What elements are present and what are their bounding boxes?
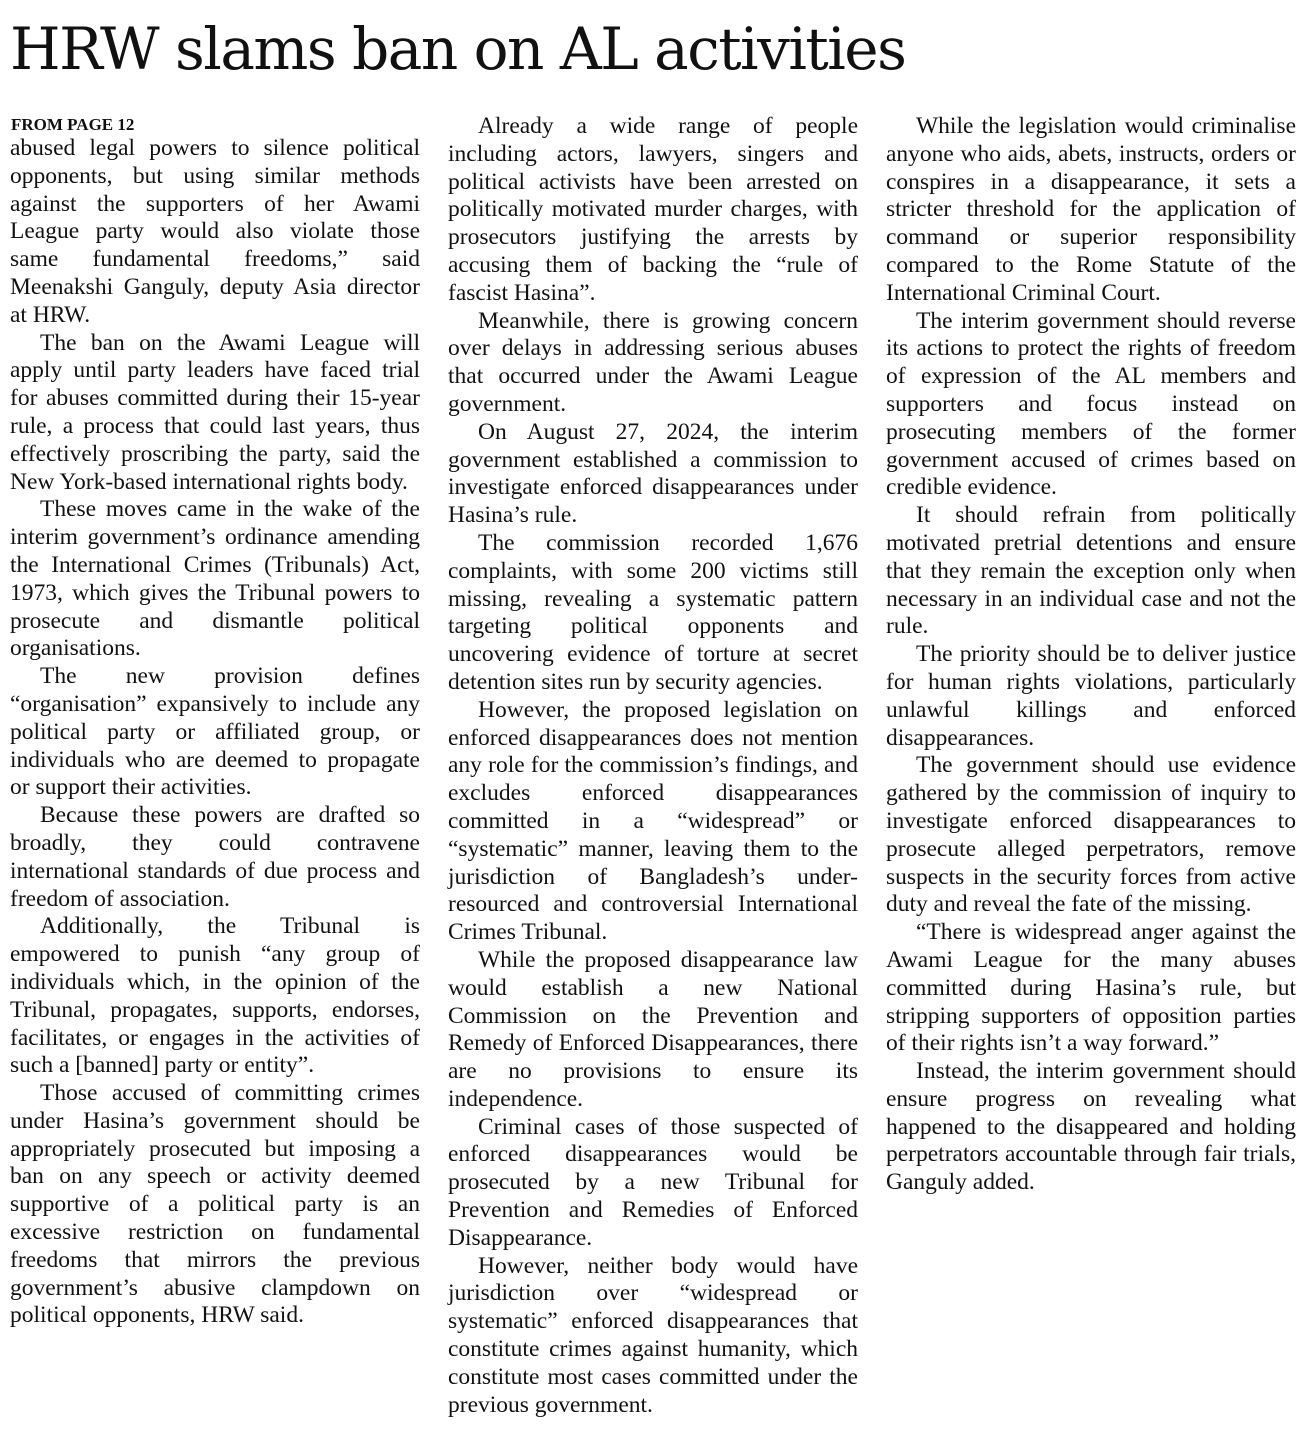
paragraph: While the proposed disappearance law would establish a new National Commission on the Prevention and Remedy of Enforced Disappearances, there are no provisions to ensure its independence.: [448, 946, 858, 1112]
paragraph: However, neither body would have jurisdiction over “widespread or systematic” enforced disappearances that constitute crimes against humanity, which constitute most cases committed under the previous government.: [448, 1252, 858, 1418]
paragraph: These moves came in the wake of the interim government’s ordinance amending the International Crimes (Tribunals) Act, 1973, which gives the Tribunal powers to prosecute and dismantle political organisations.: [10, 496, 420, 662]
paragraph: The interim government should reverse its actions to protect the rights of freedom of expression of the AL members and supporters and focus instead on prosecuting members of the former government accused of crimes based on credible evidence.: [886, 307, 1296, 501]
paragraph: The government should use evidence gathered by the commission of inquiry to investigate enforced disappearances to prosecute alleged perpetrators, remove suspects in the security forces from active duty and reveal the fate of the missing.: [886, 752, 1296, 918]
article-column-3: [886, 113, 1296, 1197]
continued-from-label: FROM PAGE 12: [11, 115, 135, 134]
paragraph: Already a wide range of people including actors, lawyers, singers and political activists have been arrested on politically motivated murder charges, with prosecutors justifying the arrests by accusing them of backing the “rule of fascist Hasina”.: [448, 113, 858, 306]
paragraph: Criminal cases of those suspected of enforced disappearances would be prosecuted by a new Tribunal for Prevention and Remedies of Enforced Disappearance.: [448, 1113, 858, 1251]
paragraph: “There is widespread anger against the Awami League for the many abuses committed during Hasina’s rule, but stripping supporters of opposition parties of their rights isn’t a way forward.”: [886, 919, 1296, 1057]
paragraph: While the legislation would criminalise anyone who aids, abets, instructs, orders or conspires in a disappearance, it sets a stricter threshold for the application of command or superior responsibility compared to the Rome Statute of the International Criminal Court.: [886, 113, 1296, 306]
article-column-2: [448, 113, 858, 1419]
paragraph: However, the proposed legislation on enforced disappearances does not mention any role for the commission’s findings, and excludes enforced disappearances committed in a “widespread” or “systematic” manner, leaving them to the jurisdiction of Bangladesh’s under-resourced and controversial International Crimes Tribunal.: [448, 696, 858, 946]
paragraph: The ban on the Awami League will apply until party leaders have faced trial for abuses committed during their 15-year rule, a process that could last years, thus effectively proscribing the party, said the New York-based international rights body.: [10, 329, 420, 495]
paragraph: The new provision defines “organisation” expansively to include any political party or affiliated group, or individuals who are deemed to propagate or support their activities.: [10, 663, 420, 801]
paragraph: abused legal powers to silence political opponents, but using similar methods against the supporters of her Awami League party would also violate those same fundamental freedoms,” said Meenakshi Ganguly, deputy Asia director at HRW.: [10, 135, 420, 328]
headline: HRW slams ban on AL activities: [10, 15, 906, 83]
paragraph: Those accused of committing crimes under Hasina’s government should be appropriately prosecuted but imposing a ban on any speech or activity deemed supportive of a political party is an excessive restriction on fundamental freedoms that mirrors the previous government’s abusive clampdown on political opponents, HRW said.: [10, 1080, 420, 1329]
paragraph: The commission recorded 1,676 complaints, with some 200 victims still missing, revealing a systematic pattern targeting political opponents and uncovering evidence of torture at secret detention sites run by security agencies.: [448, 529, 858, 695]
paragraph: Additionally, the Tribunal is empowered to punish “any group of individuals which, in the opinion of the Tribunal, propagates, supports, endorses, facilitates, or engages in the activities of such a [banned] party or entity”.: [10, 913, 420, 1079]
paragraph: Meanwhile, there is growing concern over delays in addressing serious abuses that occurred under the Awami League government.: [448, 307, 858, 417]
paragraph: On August 27, 2024, the interim government established a commission to investigate enforced disappearances under Hasina’s rule.: [448, 418, 858, 529]
paragraph: Because these powers are drafted so broadly, they could contravene international standards of due process and freedom of association.: [10, 802, 420, 912]
article-column-1: [10, 135, 420, 1330]
paragraph: The priority should be to deliver justice for human rights violations, particularly unlawful killings and enforced disappearances.: [886, 641, 1296, 751]
paragraph: Instead, the interim government should ensure progress on revealing what happened to the disappeared and holding perpetrators accountable through fair trials, Ganguly added.: [886, 1058, 1296, 1196]
paragraph: It should refrain from politically motivated pretrial detentions and ensure that they remain the exception only when necessary in an individual case and not the rule.: [886, 502, 1296, 640]
